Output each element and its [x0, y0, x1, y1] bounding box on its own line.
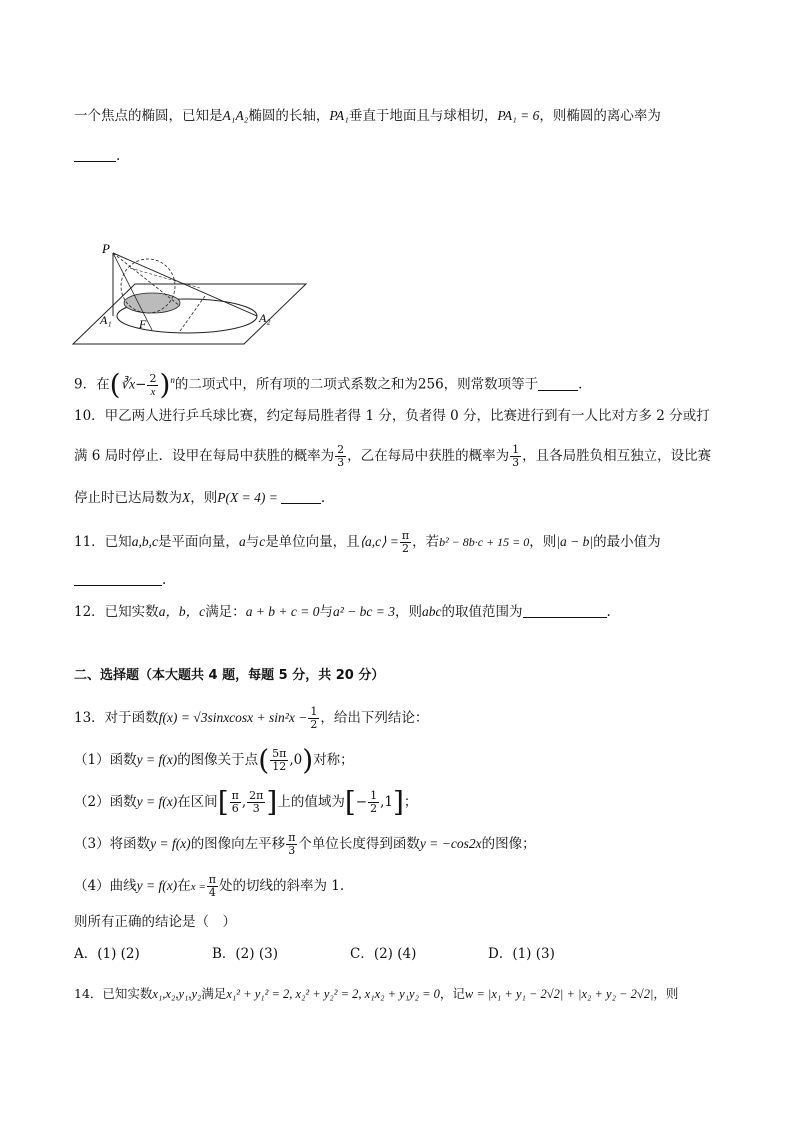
text: 处的切线的斜率为 1.: [218, 878, 345, 894]
vec-a: a: [238, 534, 246, 549]
comma: ,: [241, 794, 247, 810]
vars: a，b，c: [158, 604, 206, 619]
text: ，则: [190, 490, 218, 506]
text: 的取值范围为: [441, 604, 523, 620]
text: 停止时已达局数为: [74, 490, 182, 506]
math-pa1-eq: PA₁ = 6: [497, 108, 540, 123]
section-2-heading: 二、选择题（本大题共 4 题，每题 5 分，共 20 分）: [74, 668, 385, 683]
text: ，若: [412, 534, 440, 550]
equation: b² − 8b·c + 15 = 0: [439, 535, 530, 549]
dashed-chord: [180, 296, 205, 331]
period: .: [162, 572, 167, 588]
math: y = f(x): [136, 794, 178, 809]
vec-c: c: [259, 534, 266, 549]
label-f: F: [139, 317, 147, 331]
abc: abc: [422, 604, 442, 619]
paren-left: (: [109, 368, 121, 401]
paren-right: ): [159, 368, 171, 401]
text: ，给出下列结论：: [320, 710, 429, 726]
question-10-line1: 10．甲乙两人进行乒乓球比赛，约定每局胜者得 1 分，负者得 0 分，比赛进行到有一人比对方多 2 分或打: [74, 408, 710, 424]
statement-2: [74, 785, 418, 819]
math-pa1: PA₁: [329, 108, 349, 123]
paren-left: (: [258, 743, 270, 777]
text: 是平面向量，: [157, 534, 239, 550]
frac-1-3: $\frac{1}{3}$: [512, 443, 520, 469]
vars: x₁,x₂,y₁,y₂: [152, 987, 202, 1001]
math: y = f(x): [136, 878, 178, 893]
text: 的最小值为: [593, 534, 661, 550]
frac-1-2: $\frac{1}{2}$: [310, 705, 318, 731]
math: y = f(x): [136, 752, 178, 767]
text: 椭圆的长轴，: [248, 108, 330, 124]
prob-expr: P(X = 4) =: [217, 490, 278, 505]
bracket-right: ]: [266, 785, 278, 819]
text: （4）曲线: [74, 878, 137, 894]
vectors: a,b,c: [131, 534, 158, 549]
w-def: w = |x₁ + y₁ − 2√2| + |x₂ + y₂ − 2√2|: [464, 987, 654, 1001]
text: ，则椭圆的离心率为: [539, 108, 661, 124]
frac-2-3: $\frac{2}{3}$: [337, 443, 345, 469]
text: 垂直于地面且与球相切，: [348, 108, 498, 124]
text: 是单位向量，且: [265, 534, 360, 550]
text: 11．已知: [74, 534, 132, 550]
q9-num: 256: [417, 376, 444, 393]
text: 的图像关于点: [177, 752, 259, 768]
text: ，乙在每局中获胜的概率为: [347, 448, 510, 464]
text: 13．对于函数: [74, 710, 159, 726]
question-11-answer-line: [74, 570, 166, 590]
text: 一个焦点的椭圆，已知是: [74, 108, 223, 124]
question-11: [74, 530, 661, 555]
question-13-options: [74, 944, 626, 964]
text: 12．已知实数: [74, 604, 159, 620]
statement-4: [74, 874, 344, 899]
text: 上的值域为: [277, 794, 345, 810]
q9-prefix: 9．在: [74, 376, 110, 393]
answer-blank[interactable]: [281, 489, 321, 504]
cone-sphere-figure: [70, 238, 320, 350]
text: ，则: [653, 986, 679, 1001]
math: y = −cos2x: [419, 836, 482, 851]
text: （2）函数: [74, 794, 137, 810]
dashed-helper: [130, 268, 200, 288]
text: ；: [403, 794, 418, 810]
frac-2pi-3: $\frac{2\pi}{3}$: [249, 789, 264, 815]
bracket-right: ]: [392, 785, 404, 819]
label-a2: A₂: [259, 311, 271, 325]
q9-text: ，则常数项等于: [443, 376, 539, 393]
point-y: ,0: [289, 752, 303, 768]
question-9: [74, 368, 583, 401]
text: ，且各局胜负相互独立，设比赛: [522, 448, 712, 464]
period: .: [116, 148, 121, 164]
text: ，记: [439, 986, 465, 1001]
text: 与: [319, 604, 334, 620]
eq2: a² − bc = 3: [333, 604, 396, 619]
var-x: X: [182, 490, 191, 505]
text: 14．已知实数: [74, 986, 153, 1001]
range-end: ,1: [380, 794, 393, 810]
text: （1）函数: [74, 752, 137, 768]
q9-frac: $\frac{2}{x}$: [149, 371, 157, 398]
question-10-line3: [74, 488, 325, 508]
frac-pi-6: $\frac{\pi}{6}$: [231, 789, 239, 815]
frac-5pi-12: $\frac{5\pi}{12}$: [272, 747, 287, 773]
period: .: [578, 376, 583, 393]
text: 的图像；: [481, 836, 536, 852]
math: x =: [190, 881, 206, 893]
paren-right: ): [302, 743, 314, 777]
math: y = f(x): [150, 836, 191, 851]
angle: ⟨a,c⟩ =: [359, 534, 399, 549]
q9-text: 的二项式中，所有项的二项式系数之和为: [174, 376, 418, 393]
bracket-left: [: [344, 785, 356, 819]
bracket-left: [: [217, 785, 229, 819]
eq1: a + b + c = 0: [245, 604, 320, 619]
option-b[interactable]: B．(2) (3): [212, 946, 278, 962]
question-13: [74, 706, 428, 731]
frac-pi-2: $\frac{\pi}{2}$: [401, 529, 410, 555]
text: ，则: [529, 534, 557, 550]
q9-power: n: [170, 375, 175, 385]
option-d[interactable]: D．(1) (3): [488, 946, 555, 962]
label-a1: A₁: [100, 313, 112, 327]
answer-blank[interactable]: [74, 147, 116, 162]
statement-3: [74, 832, 536, 857]
label-p: P: [102, 241, 110, 256]
conditions: x₁² + y₁² = 2, x₂² + y₂² = 2, x₁x₂ + y₁y₂ = 0: [226, 987, 440, 1001]
question-12: [74, 602, 611, 622]
frac-1-2: $\frac{1}{2}$: [370, 789, 378, 815]
text: 满足: [201, 986, 227, 1001]
question-14: [74, 984, 678, 1004]
text: 在: [177, 878, 191, 894]
text: 在区间: [177, 794, 218, 810]
period: .: [606, 604, 611, 620]
text: ，则: [395, 604, 423, 620]
q9-root: ∛x: [120, 376, 136, 392]
text: 个单位长度得到函数: [298, 836, 420, 852]
math-a1a2: A₁A₂: [222, 108, 249, 123]
option-c[interactable]: C．(2) (4): [350, 946, 417, 962]
statement-1: [74, 743, 354, 777]
q9-minus: −: [135, 376, 147, 393]
text: 满 6 局时停止．设甲在每局中获胜的概率为: [74, 448, 335, 464]
period: .: [320, 490, 326, 506]
shadow-ellipse: [124, 293, 180, 313]
answer-blank[interactable]: [538, 376, 578, 391]
text: （3）将函数: [74, 836, 151, 852]
q8-answer-line: [74, 146, 120, 166]
text: 满足：: [205, 604, 246, 620]
option-a[interactable]: A．(1) (2): [74, 946, 140, 962]
text: 对称；: [313, 752, 354, 768]
function-def: f(x) = √3sinxcosx + sin²x −: [158, 710, 308, 725]
frac-pi-4: $\frac{\pi}{4}$: [208, 873, 216, 899]
frac-pi-3: $\frac{\pi}{3}$: [288, 831, 296, 857]
question-13-ask: 则所有正确的结论是（ ）: [74, 914, 236, 930]
question-10-line2: [74, 444, 711, 469]
abs-expr: |a − b|: [556, 534, 594, 549]
text: 的图像向左平移: [190, 836, 286, 852]
answer-blank[interactable]: [523, 603, 607, 618]
answer-blank[interactable]: [74, 571, 162, 586]
text: 与: [245, 534, 260, 550]
minus: −: [355, 794, 368, 810]
q8-continuation-line: [74, 106, 661, 126]
